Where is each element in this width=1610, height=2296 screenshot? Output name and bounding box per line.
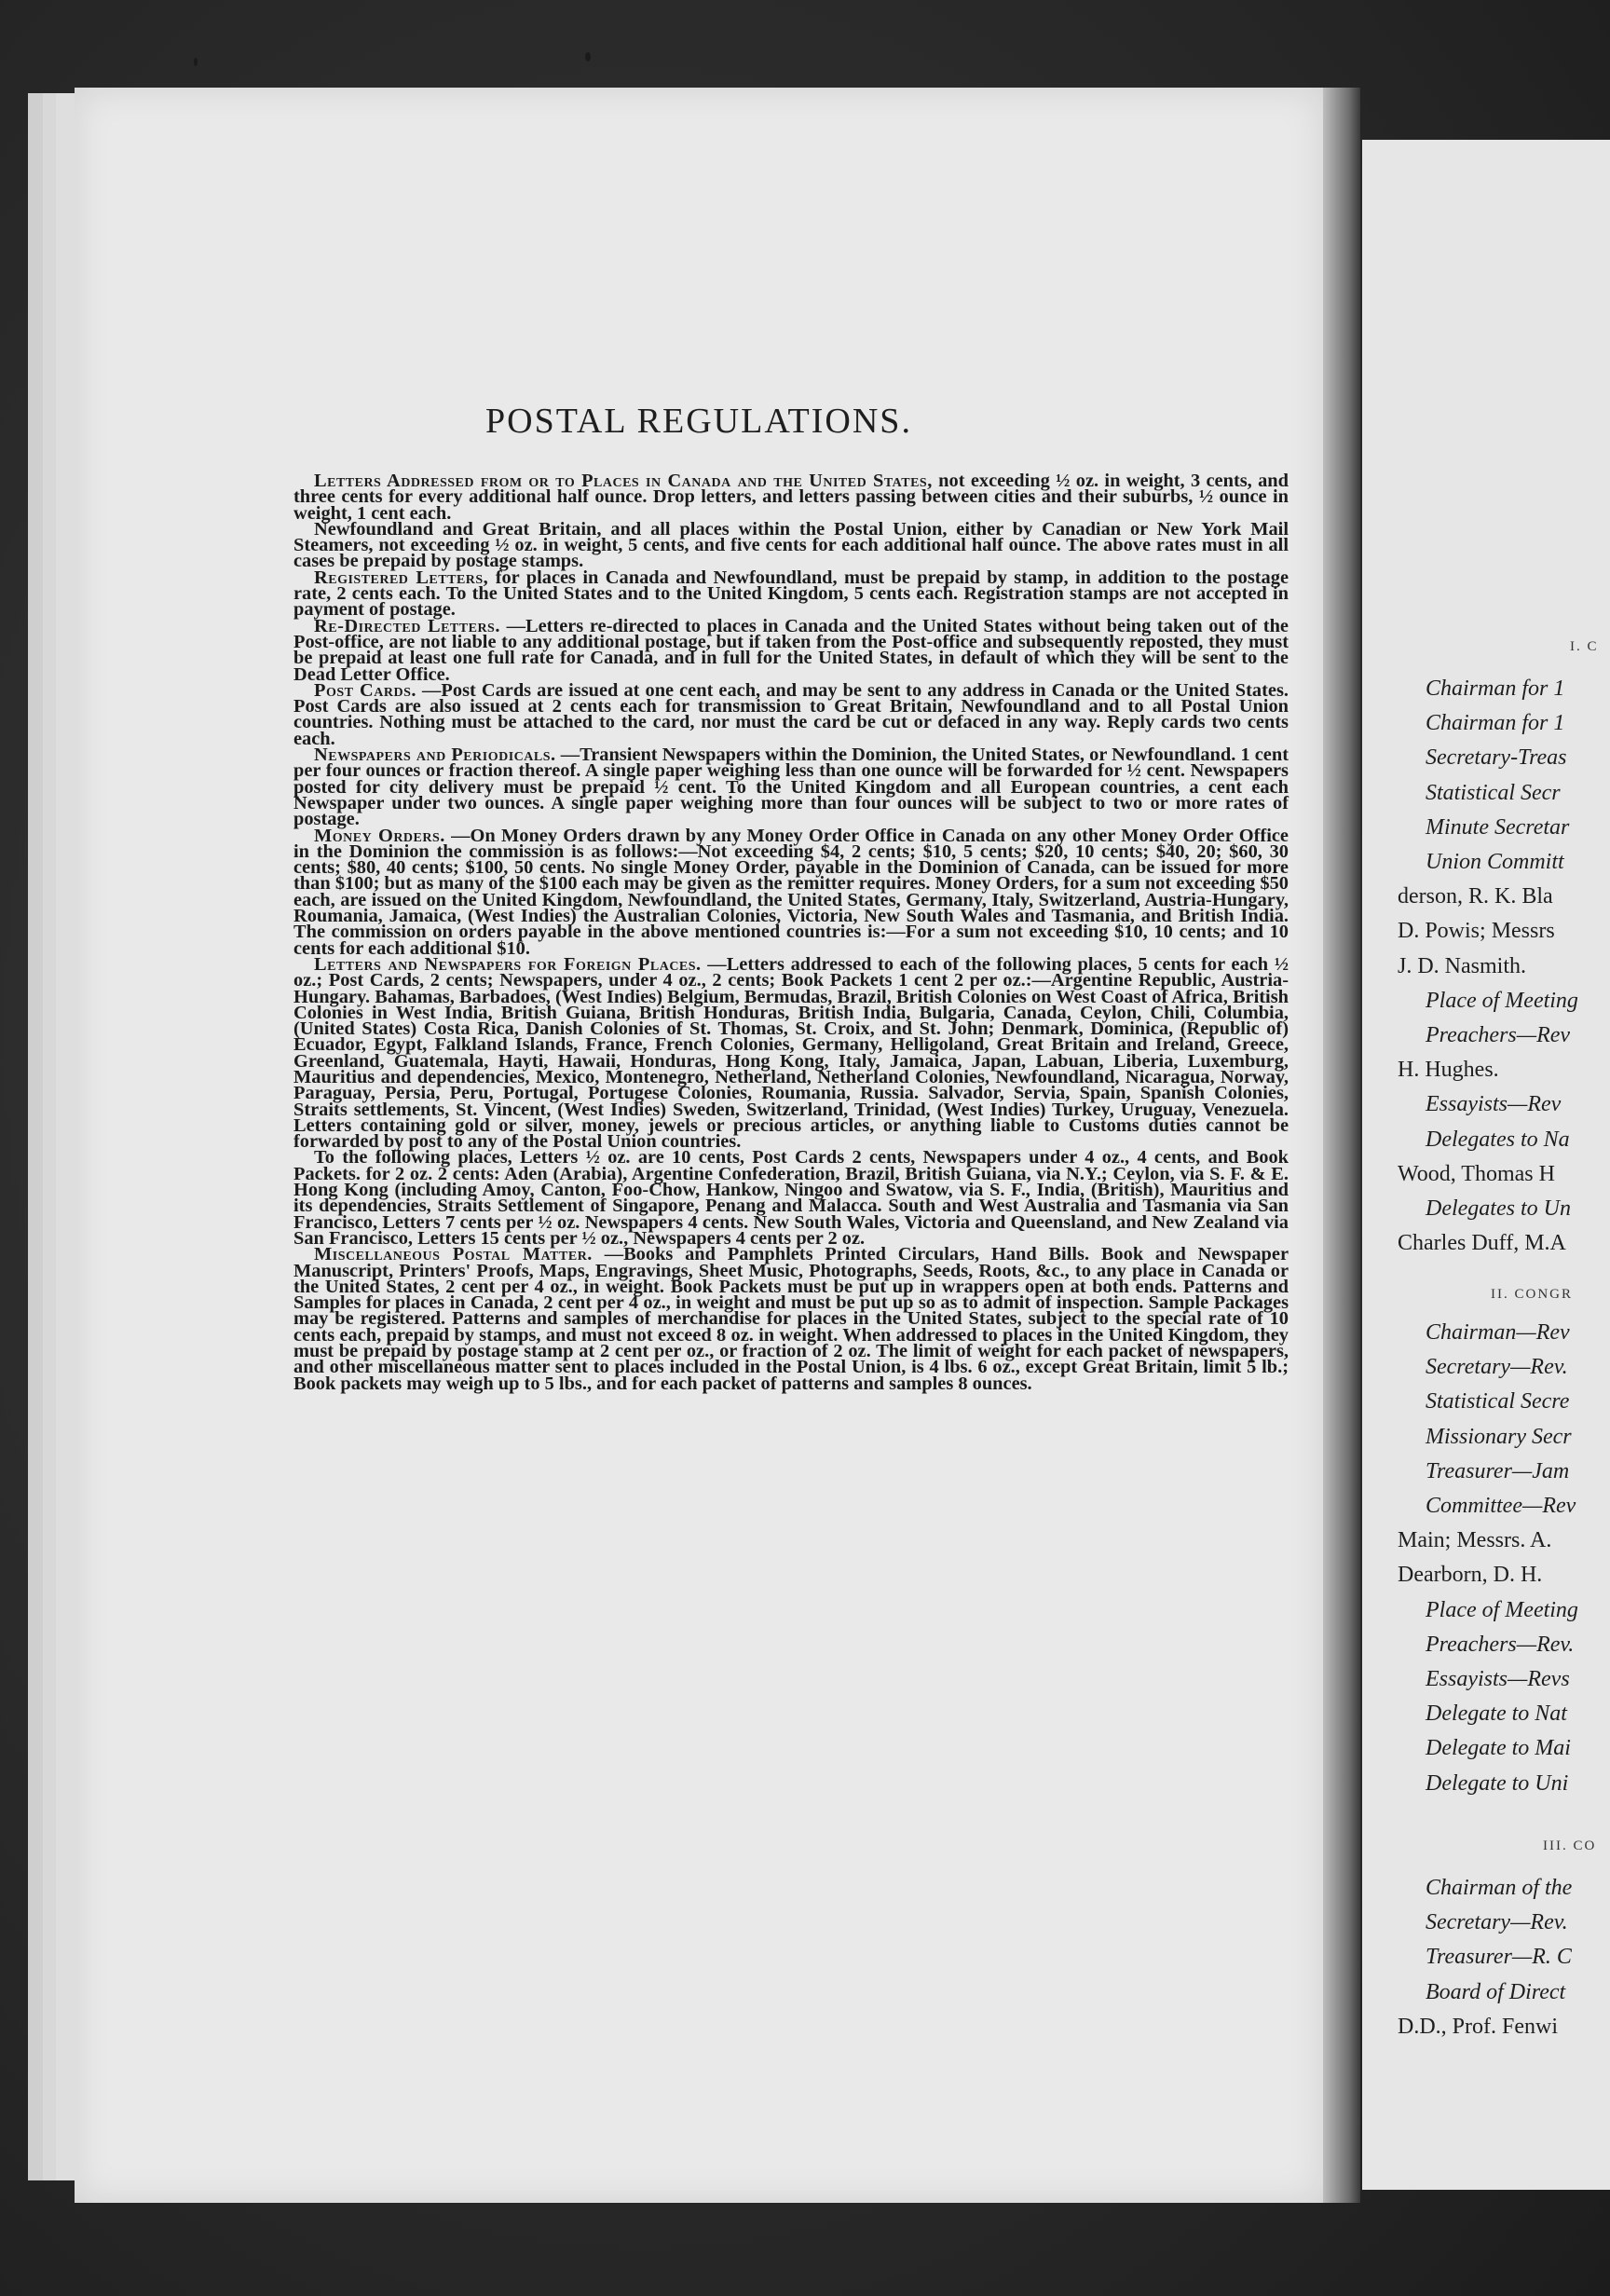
regulation-text: for places in Canada and Newfoundland, must be prepaid by stamp, in addition to the postage rate, 2 cents each. To the United States and to the United Kingdom, 5 cents each. Registration stamps are not accepted in payment of postage.	[293, 567, 1289, 621]
regulation-paragraph	[293, 1244, 1289, 1394]
regulation-paragraph	[293, 953, 1289, 1153]
facing-line: Chairman for 1	[1426, 676, 1565, 701]
regulation-heading: Post Cards.	[314, 679, 416, 701]
facing-line: Chairman of the	[1426, 1876, 1573, 1900]
facing-line: Dearborn, D. H.	[1398, 1563, 1543, 1588]
facing-line: Union Committ	[1426, 850, 1564, 874]
regulation-heading: Letters Addressed from or to Places in Canada and the United States,	[314, 471, 933, 491]
dust-speck	[585, 52, 591, 62]
regulation-text: Newfoundland and Great Britain, and all places within the Postal Union, either by Canadian or New York Mail Steamers, not exceeding ½ oz. in weight, 5 cents, and five cents for each additional half ounce. The above rates must in all cases be prepaid by postage stamps.	[293, 518, 1289, 572]
regulation-text: To the following places, Letters ½ oz. are 10 cents, Post Cards 2 cents, Newspapers under 4 oz., 4 cents, and Book Packets. for 2 oz. 2 cents: Aden (Arabia), Argentine Confederation, Brazil, British Guiana, via N.Y.; Ceylon, via S. F. & E. Hong Kong (including Amoy, Canton, Foo-Chow, Hankow, Ningoo and Swatow, via S. F., India, (British), Mauritius and its dependencies, Straits Settlement of Singapore, Penang and Malacca. South and West Australia and Tasmania via San Francisco, Letters 7 cents per ½ oz. Newspapers 4 cents. New South Wales, Victoria and Queensland, and New Zealand via San Francisco, Letters 15 cents per ½ oz., Newspapers 4 cents per 2 oz.	[293, 1147, 1289, 1249]
facing-line: Secretary-Treas	[1426, 745, 1567, 771]
facing-line: Delegates to Na	[1426, 1127, 1570, 1152]
regulation-text: —On Money Orders drawn by any Money Order Office in Canada on any other Money Order Office in the Dominion the commission is as follows:—Not exceeding $4, 2 cents; $10, 5 cents; $20, 10 cents; $40, 20; $60, 30 cents; $80, 40 cents; $100, 50 cents. No single Money Order, payable in the Dominion of Canada, can be issued for more than $100; but as many of the $100 each may be given as the remitter requires. Money Orders, for a sum not exceeding $50 each, are issued on the United Kingdom, Newfoundland, the United States, Germany, Italy, Switzerland, Austria-Hungary, Roumania, Jamaica, (West Indies) the Australian Colonies, Victoria, New South Wales and Tasmania, and British India. The commission on orders payable in the above mentioned countries is:—For a sum not exceeding $10, 10 cents; and 10 cents for each additional $10.	[293, 825, 1289, 959]
facing-line: Delegate to Nat	[1426, 1702, 1567, 1727]
facing-line: Delegate to Mai	[1426, 1736, 1571, 1761]
regulation-paragraph	[293, 745, 1289, 830]
facing-line: Secretary—Rev.	[1426, 1910, 1568, 1935]
facing-line: Minute Secretar	[1426, 814, 1570, 840]
facing-line: Treasurer—Jam	[1426, 1458, 1570, 1483]
facing-line: Chairman—Rev	[1426, 1320, 1570, 1345]
facing-line: D. Powis; Messrs	[1398, 919, 1555, 944]
facing-line: Charles Duff, M.A	[1398, 1231, 1566, 1256]
facing-line: Statistical Secr	[1426, 780, 1561, 805]
facing-section-heading: I. C	[1570, 639, 1599, 654]
regulation-heading: Letters and Newspapers for Foreign Places.	[314, 953, 702, 975]
regulation-text: —Letters addressed to each of the following places, 5 cents for each ½ oz.; Post Cards, 2 cents; Newspapers, under 4 oz., 2 cents; Book Packets 1 cent 2 per oz.:—Argentine Republic, Austria-Hungary. Bahamas, Barbadoes, (West Indies) Belgium, Bermudas, Brazil, British Colonies on West Coast of Africa, British Colonies in West India, British Guiana, British Honduras, British India, Bulgaria, Canada, Ceylon, Chili, Columbia, (United States) Costa Rica, Danish Colonies of St. Thomas, St. Croix, and St. John; Denmark, Dominica, (Republic of) Ecuador, Egypt, Falkland Islands, France, French Colonies, Germany, Helligoland, Great Britain and Ireland, Greece, Greenland, Guatemala, Hayti, Hawaii, Honduras, Hong Kong, Italy, Jamaica, Japan, Labuan, Liberia, Luxemburg, Mauritius and dependencies, Mexico, Montenegro, Netherland, Netherland Colonies, Newfoundland, Nicaragua, Norway, Paraguay, Persia, Peru, Portugal, Portugese Colonies, Roumania, Russia. Salvador, Servia, Spain, Spanish Colonies, Straits settlements, St. Vincent, (West Indies) Sweden, Switzerland, Trinidad, (West Indies) Turkey, Uruguay, Venezuela. Letters containing gold or silver, money, jewels or precious articles, or anything liable to Customs duties cannot be forwarded by post to any of the Postal Union countries.	[293, 953, 1289, 1153]
regulation-text: —Transient Newspapers within the Dominion, the United States, or Newfoundland. 1 cent per four ounces or fraction thereof. A single paper weighing less than one ounce will be forwarded for ½ cent. Newspapers posted for city delivery must be prepaid ½ cent. To the United Kingdom and all European countries, a cent each Newspaper under two ounces. A single paper weighing more than four ounces will be subject to two or more rates of postage.	[293, 745, 1289, 830]
facing-line: Place of Meeting	[1426, 988, 1578, 1013]
regulation-text: not exceeding ½ oz. in weight, 3 cents, and three cents for every additional half ounce. Drop letters, and letters passing between cities and their suburbs, ½ ounce in weight, 1 cent each.	[293, 471, 1289, 524]
facing-line: Missionary Secr	[1426, 1424, 1572, 1449]
regulation-heading: Miscellaneous Postal Matter.	[314, 1244, 593, 1265]
regulation-paragraph	[293, 473, 1289, 522]
regulation-text: —Post Cards are issued at one cent each, and may be sent to any address in Canada or the United States. Post Cards are also issued at 2 cents each for transmission to Great Britain, Newfoundland and to all Postal Union countries. Nothing must be attached to the card, nor must the card be cut or defaced in any way. Reply cards two cents each.	[293, 679, 1289, 749]
regulation-text: —Books and Pamphlets Printed Circulars, Hand Bills. Book and Newspaper Manuscript, Printers' Proofs, Maps, Engravings, Sheet Music, Photographs, Seeds, Roots, &c., to any place in Canada or the United States, 2 cent per 4 oz., in weight. Book Packets must be put up in wrappers open at both ends. Patterns and Samples for places in Canada, 2 cent per 4 oz., in weight and must be put up so as to admit of inspection. Sample Packages may be registered. Patterns and samples of merchandise for places in the United States, subject to the special rate of 10 cents each, prepaid by stamps, and must not exceed 8 oz. in weight. When addressed to places in the United Kingdom, they must be prepaid by postage stamp at 2 cent per oz., or fraction of 2 oz. The limit of weight for each packet of newspapers, and other miscellaneous matter sent to places included in the Postal Union, is 4 lbs. 6 oz., except Great Britain, limit 5 lb.; Book packets may weigh up to 5 lbs., and for each packet of patterns and samples 8 ounces.	[293, 1244, 1289, 1394]
facing-line: Treasurer—R. C	[1426, 1945, 1572, 1970]
regulation-heading: Newspapers and Periodicals.	[314, 745, 556, 766]
facing-line: Main; Messrs. A.	[1398, 1528, 1552, 1553]
facing-line: Committee—Rev	[1426, 1494, 1576, 1518]
facing-line: Board of Direct	[1426, 1979, 1566, 2004]
facing-line: H. Hughes.	[1398, 1058, 1499, 1083]
dust-speck	[194, 58, 198, 66]
regulation-text: —Letters re-directed to places in Canada and the United States without being taken out of the Post-office, are not liable to any additional postage, but if taken from the Post-office and subsequently reposted, they must be prepaid at least one full rate for Canada, and in full for the United States, in default of which they will be sent to the Dead Letter Office.	[293, 615, 1289, 685]
regulation-paragraph	[293, 825, 1289, 959]
facing-line: Delegate to Uni	[1426, 1770, 1569, 1796]
facing-line: derson, R. K. Bla	[1398, 884, 1553, 909]
book-gutter	[1323, 88, 1360, 2203]
facing-line: Chairman for 1	[1426, 711, 1565, 736]
facing-line: Essayists—Rev	[1426, 1092, 1562, 1117]
facing-line: Secretary—Rev.	[1426, 1355, 1568, 1380]
facing-line: Preachers—Rev.	[1426, 1632, 1575, 1657]
facing-section-heading: III. CO	[1543, 1838, 1597, 1853]
regulation-heading: Money Orders.	[314, 825, 445, 846]
regulation-paragraph	[293, 615, 1289, 685]
regulations-body	[293, 473, 1289, 1392]
facing-line: Essayists—Revs	[1426, 1667, 1570, 1691]
page-title: POSTAL REGULATIONS.	[485, 402, 912, 441]
facing-line: Statistical Secre	[1426, 1389, 1570, 1414]
facing-line: Preachers—Rev	[1426, 1023, 1571, 1047]
regulation-heading: Registered Letters,	[314, 567, 489, 588]
regulation-paragraph	[293, 679, 1289, 749]
facing-line: D.D., Prof. Fenwi	[1398, 2014, 1558, 2039]
facing-line: J. D. Nasmith.	[1398, 953, 1526, 978]
facing-section-heading: II. CONGR	[1491, 1287, 1573, 1302]
regulation-paragraph	[293, 567, 1289, 621]
facing-line: Wood, Thomas H	[1398, 1161, 1555, 1186]
regulation-heading: Re-Directed Letters.	[314, 615, 500, 636]
regulation-paragraph	[293, 1147, 1289, 1249]
facing-line: Delegates to Un	[1426, 1196, 1571, 1221]
facing-line: Place of Meeting	[1426, 1597, 1578, 1622]
regulation-paragraph	[293, 518, 1289, 572]
